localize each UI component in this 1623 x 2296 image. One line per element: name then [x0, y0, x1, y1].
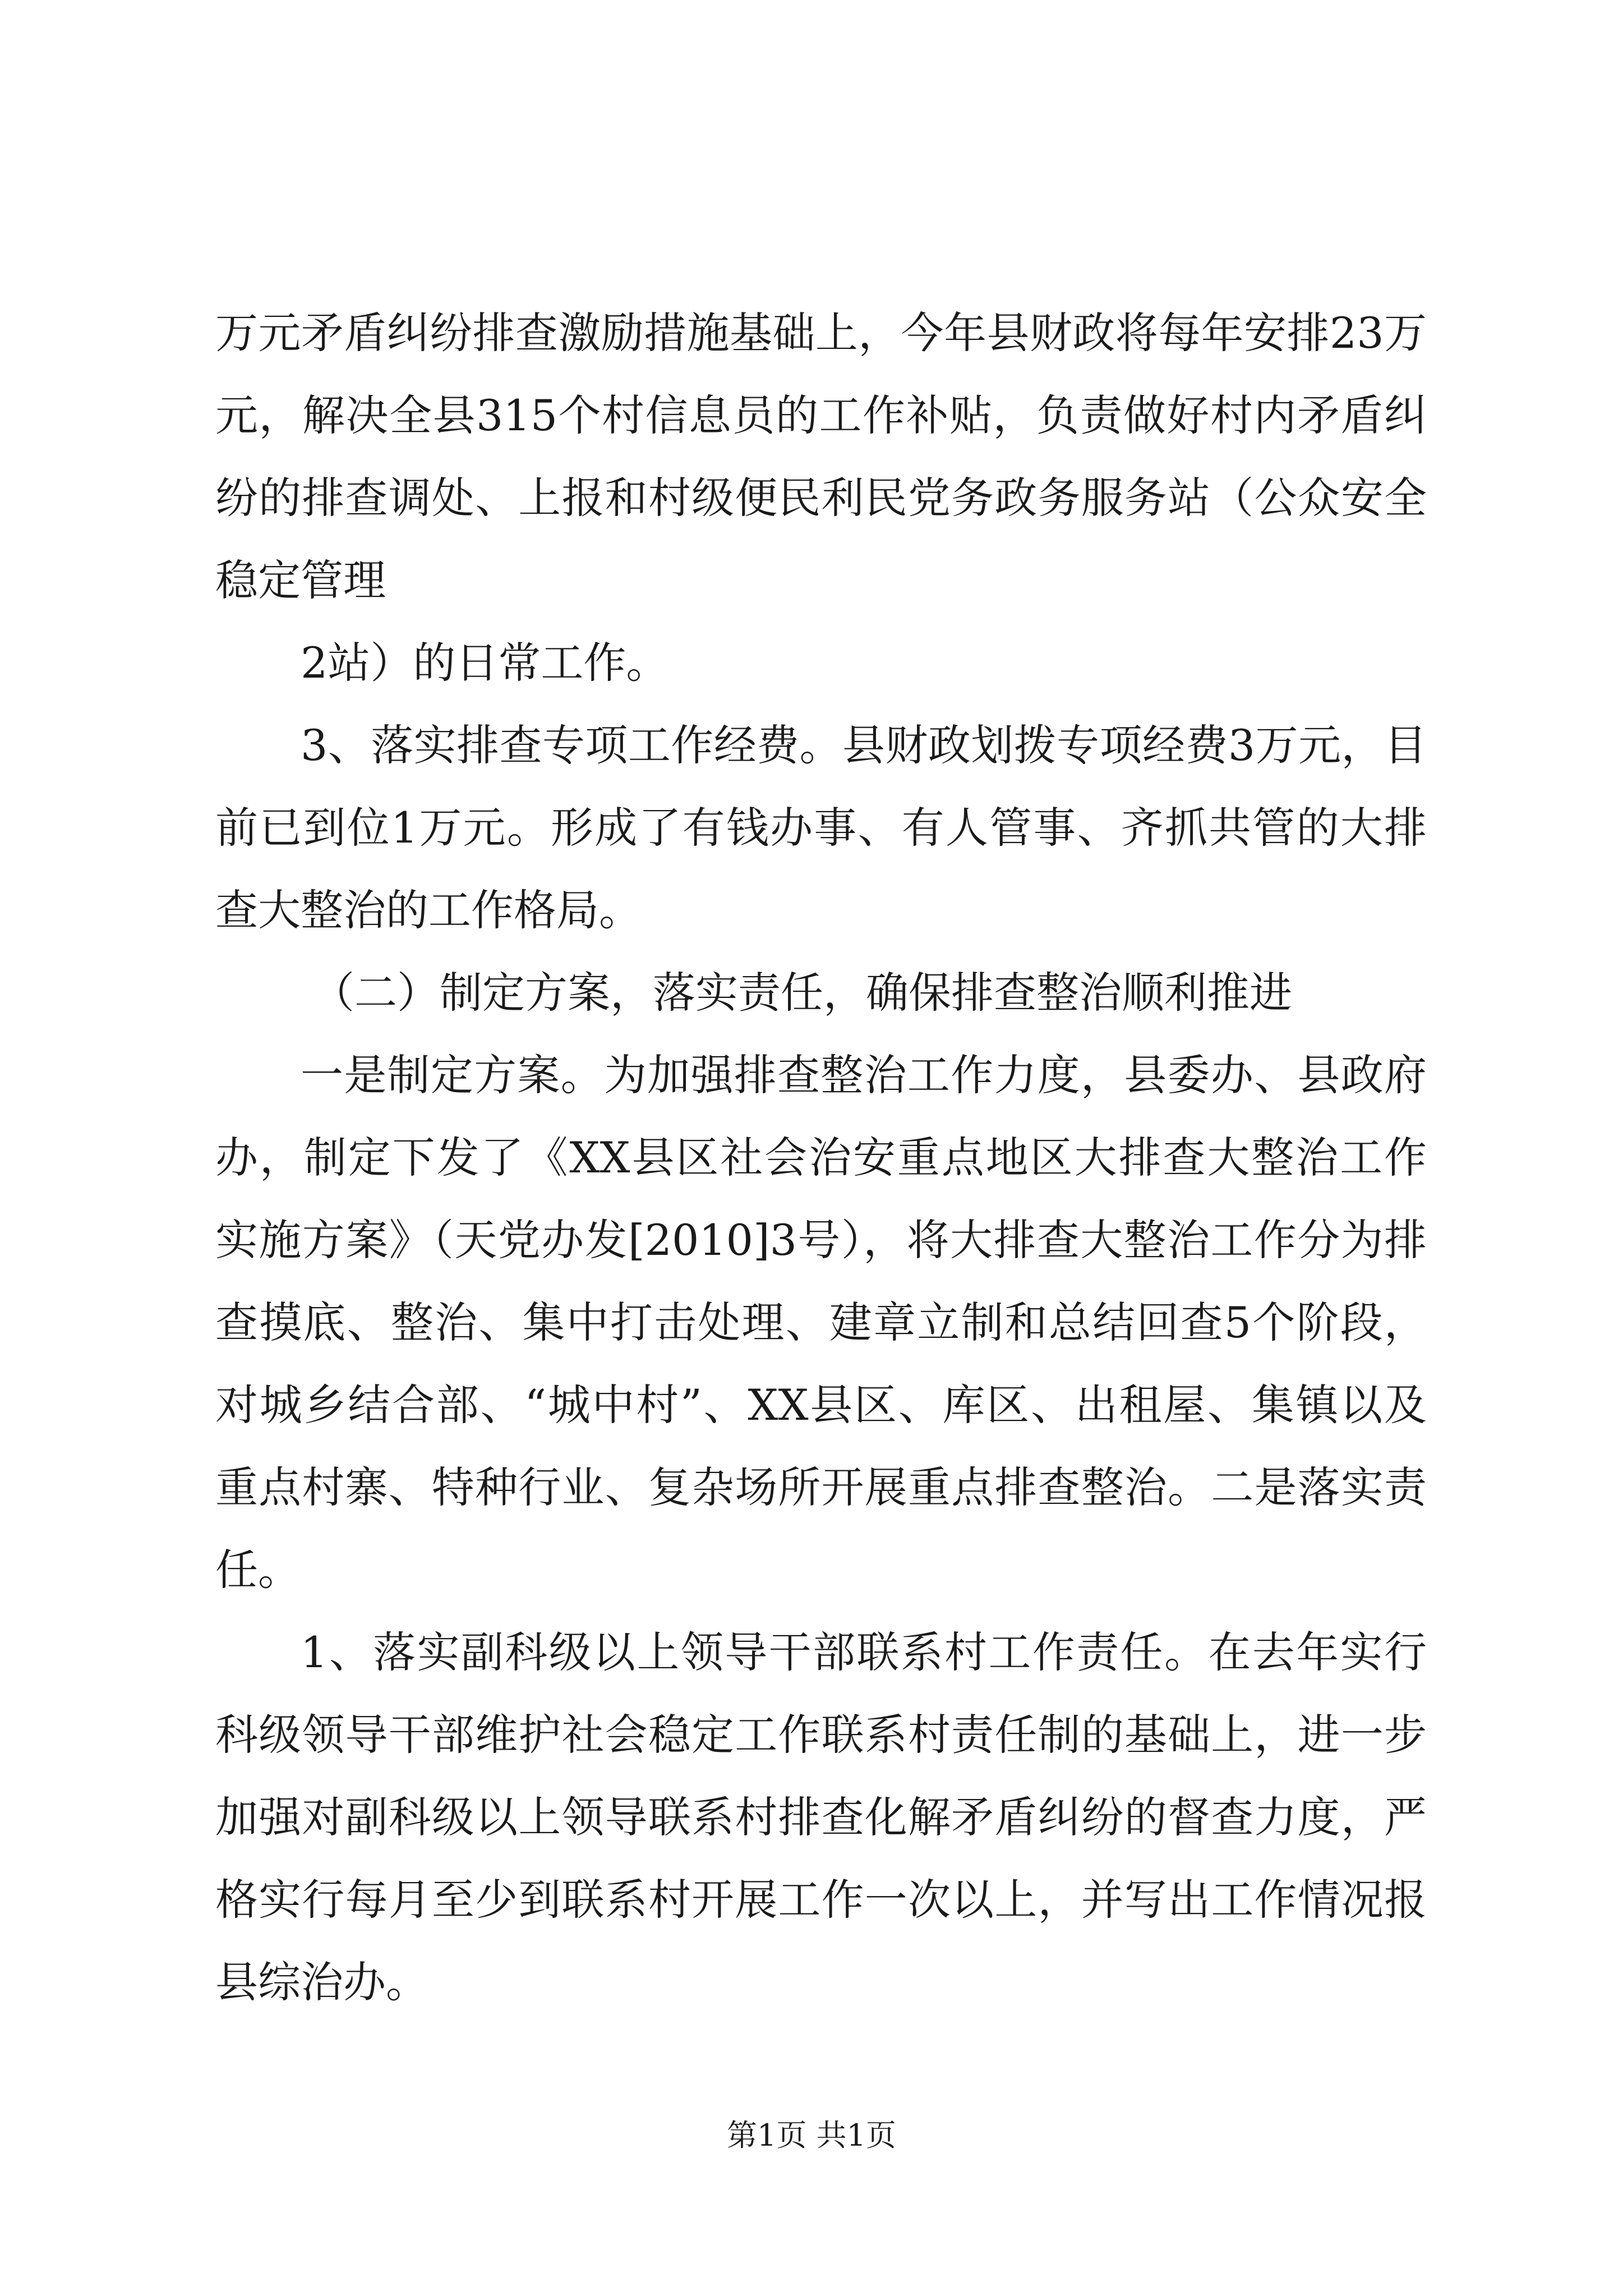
document-body	[215, 292, 1427, 2023]
page-number-footer: 第1页 共1页	[727, 2118, 896, 2153]
paragraph-responsibility: 1、落实副科级以上领导干部联系村工作责任。在去年实行科级领导干部维护社会稳定工作联系村责任制的基础上，进一步加强对副科级以上领导联系村排查化解矛盾纠纷的督查力度，严格实行每月至少到联系村开展工作一次以上，并写出工作情况报县综治办。	[215, 1627, 1427, 2007]
paragraph-station: 2站）的日常工作。	[301, 638, 669, 688]
paragraph-plan: 一是制定方案。为加强排查整治工作力度，县委办、县政府办，制定下发了《XX县区社会治安重点地区大排查大整治工作实施方案》（天党办发[2010]3号），将大排查大整治工作分为排查摸底、整治、集中打击处理、建章立制和总结回查5个阶段，对城乡结合部、“城中村”、XX县区、库区、出租屋、集镇以及重点村寨、特种行业、复杂场所开展重点排查整治。二是落实责任。	[215, 1050, 1427, 1595]
section-heading: （二）制定方案，落实责任，确保排查整治顺利推进	[312, 968, 1292, 1018]
paragraph-funding: 3、落实排查专项工作经费。县财政划拨专项经费3万元，目前已到位1万元。形成了有钱办事、有人管事、齐抓共管的大排查大整治的工作格局。	[215, 720, 1427, 935]
paragraph-continued: 万元矛盾纠纷排查激励措施基础上，今年县财政将每年安排23万元，解决全县315个村信息员的工作补贴，负责做好村内矛盾纠纷的排查调处、上报和村级便民利民党务政务服务站（公众安全稳定管理	[215, 308, 1427, 605]
